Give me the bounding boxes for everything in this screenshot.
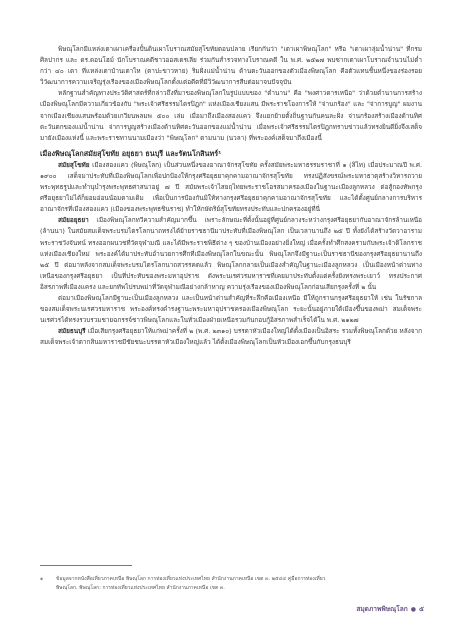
lead-ayutthaya: สมัยอยุธยา xyxy=(58,216,89,225)
footer-bullet-icon: ● xyxy=(410,606,416,613)
footnote-line-1: ข้อมูลจากหนังสือเที่ยวภาคเหนือ พิษณุโลก การท่องเที่ยวแห่งประเทศไทย สำนักงานภาคเหนือ เขต ๓. ๒๕๔๔ คู่มือการท่องเที่ยว xyxy=(56,576,326,582)
footnote xyxy=(40,575,422,593)
paragraph-thonburi xyxy=(40,326,422,348)
text-later: ต่อมาเมืองพิษณุโลกมีฐานะเป็นเมืองลูกหลวง และเป็นหน้าด่านสำคัญที่ระลึกคือเมืองเหนือ มีให้ถูกรานกรุงศรีอยุธยาให้ เช่น ในรัชกาลของสมเด็จพระนเรศวรมหาราช พระองค์ทรงดำรงฐานะพระมหาอุปราชครองเมืองพิษณุโลก ระยะนั้นอยู่ภายใต้เมืองขึ้นของพม่า สมเด็จพระนเรศวรได้ทรงรวบรวมชายฉกรรจ์ชาวพิษณุโลกและในทั่วเมืองฝ่ายเหนือรวมกันกอบกู้อิสรภาพสำเร็จได้ใน พ.ศ. ๒๑๒๗ xyxy=(40,293,422,325)
lead-thonburi: สมัยธนบุรี xyxy=(58,327,86,336)
paragraph-ayutthaya xyxy=(40,215,422,293)
paragraph-later xyxy=(40,293,422,326)
paragraph-intro: พิษณุโลกมีแหล่งเตาเผาเครื่องปั้นดินเผาโบราณสมัยสุโขทัยตอนปลาย เรียกกันว่า "เตาเผาพิษณุโลก" หรือ "เตาเผาลุ่มน้ำน่าน" ที่กรมศิลปากร และ ดร.ดอนโฮม์ นักโบราณคดีชาวออสเตรเลีย ร่วมกันสำรวจทางโบราณคดี ใน พ.ศ. ๒๕๒๗ พบซากเตาเผาโบราณจำนวนไม่ต่ำกว่า ๔๐ เตา ที่แหล่งเตาบ้านเตาไห (ตาปะขาวหาย) ริมฝั่งแม่น้ำน่าน ด้านตะวันออกของตัวเมืองพิษณุโลก คือตัวแทนชิ้นหนึ่งของร่องรอยวิวัฒนาการความเจริญรุ่งเรืองของเมืองพิษณุโลกตั้งแต่อดีตที่มีวิวัฒนาการสืบต่อมาจนปัจจุบัน xyxy=(40,45,422,87)
page-number: ๕ xyxy=(419,605,424,613)
paragraph-sukhothai xyxy=(40,160,422,215)
text-sukhothai: เมืองสองแคว (พิษณุโลก) เป็นส่วนหนึ่งของอาณาจักรสุโขทัย ครั้งสมัยพระมหาธรรมราชาที่ ๑ (ลิไท) เมื่อประมาณปี พ.ศ. ๑๙๐๐ เสด็จมาประทับที่เมืองพิษณุโลกเพื่อปกป้องให้กรุงศรีอยุธยาคุกคามอาณาจักรสุโขทัย ทรงปฏิสังขรณ์พระมหาธาตุสร้างวิหารถวายพระพุทธรูปและทำนุบำรุงพระพุทธศาสนาอยู่ ๗ ปี สมัยพระเจ้าไสยฤไทยพระราชโอรสมาครองเมืองในฐานะเมืองลูกหลวง ต่อสู้กองทัพกรุงศรีอยุธยาไม่ได้ก็ยอมอ่อนน้อมตามเดิม เพื่อเป็นการป้องกันมิให้ทางกรุงศรีอยุธยาคุกคามอาณาจักรสุโขทัย และได้ตั้งศูนย์กลางการบริหารอาณาจักรที่เมืองสองแคว (เมืองของพระพุทธชินราช) ทำให้กษัตริย์สุโขทัยทรงประทับและปกครองอยู่ที่นี่ xyxy=(40,160,422,214)
footnote-line-2: พิษณุโลก. พิษณุโลก: การท่องเที่ยวแห่งประเทศไทย สำนักงานภาคเหนือ เขต ๓. xyxy=(56,585,225,591)
lead-sukhothai: สมัยสุโขทัย xyxy=(58,160,90,169)
footnote-divider xyxy=(40,565,132,566)
body-text xyxy=(40,44,422,348)
text-thonburi: เมื่อเสียกรุงศรีอยุธยาให้แก่พม่าครั้งที่ ๒ (พ.ศ. ๒๓๑๐) บรรดาหัวเมืองใหญ่ได้ตั้งเมืองเป็นอิสระ รวมทั้งพิษณุโลกด้วย หลังจากสมเด็จพระเจ้าตากสินมหาราชมีชัยชนะบรรดาหัวเมืองใหญ่แล้ว ได้ตั้งเมืองพิษณุโลกเป็นหัวเมืองเอกขึ้นกับกรุงธนบุรี xyxy=(40,327,422,347)
footnote-marker: ๑ xyxy=(40,576,44,582)
footer-title: สมุดภาพพิษณุโลก xyxy=(356,605,408,613)
paragraph-legend: หลักฐานสำคัญทางประวัติศาสตร์ที่กล่าวถึงที่มาของพิษณุโลกในรูปแบบของ "ตำนาน" คือ "พงศาวดารเหนือ" ว่าด้วยตำนานการสร้างเมืองพิษณุโลกมีความเกี่ยวข้องกับ "พระเจ้าศรีธรรมไตรปิฎก" แห่งเมืองเชียงแสน มีพระราชโองการให้ "จ่านกร้อง" และ "จ่าการบูญ" ผมงานจากเมืองเชียงแสนพร้อมด้วยเกวียนพลมพ ๕๐๐ เล่ม เมื่อมาถึงเมืองสองแคว จึงแยกย้ายตั้งถิ่นฐานกันคนละฝั่ง จ่านกร้องสร้างเมืองด้านทิศตะวันตกของแม่น้ำน่าน จ่าการบูญสร้างเมืองด้านทิศตะวันออกของแม่น้ำน่าน เมื่อพระเจ้าศรีธรรมไตรปิฎกทราบข่าวแล้วทรงยินดียิ่งจึงเสด็จมายังเมืองแห่งนี้ และพระราชทานนามเมืองว่า "พิษณุโลก" ตามนาม (นวลา) ที่พระองค์เสด็จมาถึงเมืองนี้ xyxy=(40,89,422,142)
page-footer xyxy=(356,603,424,614)
section-heading: เมืองพิษณุโลกสมัยสุโขทัย อยุธยา ธนบุรี และรัตนโกสินทร์¹ xyxy=(40,148,222,158)
text-ayutthaya: เมืองพิษณุโลกทวีความสำคัญมากขึ้น เพราะลักษณะที่ตั้งนั้นอยู่ที่ศูนย์กลางระหว่างกรุงศรีอยุธยากับอาณาจักรล้านเหนือ (ล้านนา) ในสมัยสมเด็จพระบรมไตรโลกนาถทรงได้ย้ายราชธานีมาประทับที่เมืองพิษณุโลก เป็นเวลานานถึง ๒๕ ปี ทั้งยังได้สร้างวัดวาอารามพระราชวังจันทน์ ทรงออกผนวชที่วัดจุฬามณี และได้มีพระราชพิธีต่าง ๆ ของบ้านเมืองอย่างยิ่งใหญ่ เมื่อครั้งทำศึกสงครามกับพระเจ้าติโลกราชแห่งเมืองเชียงใหม่ พระองค์ได้มาประทับอำนวยการศึกที่เมืองพิษณุโลกในขณะนั้น พิษณุโลกจึงมีฐานะเป็นราชธานีของกรุงศรีอยุธยานานถึง ๒๕ ปี ต่อมาหลังจากสมเด็จพระบรมไตรโลกนาถสวรรคตแล้ว พิษณุโลกกลายเป็นเมืองสำคัญในฐานะเมืองลูกหลวง เป็นเมืองหน้าด่านทางเหนือของกรุงศรีอยุธยา เป็นที่ประทับของพระมหาอุปราช ดังพระนเรศวรมหาราชที่เคยมาประทับตั้งแต่ครั้งยังทรงพระเยาว์ ทรงประกาศอิสรภาพที่เมืองแครง และยกทัพไปรบพม่าที่วัดจุฬามณีอย่างกล้าหาญ ความรุ่งเรืองของเมืองพิษณุโลกก่อนเสียกรุงครั้งที่ ๒ นั้น xyxy=(40,216,422,291)
